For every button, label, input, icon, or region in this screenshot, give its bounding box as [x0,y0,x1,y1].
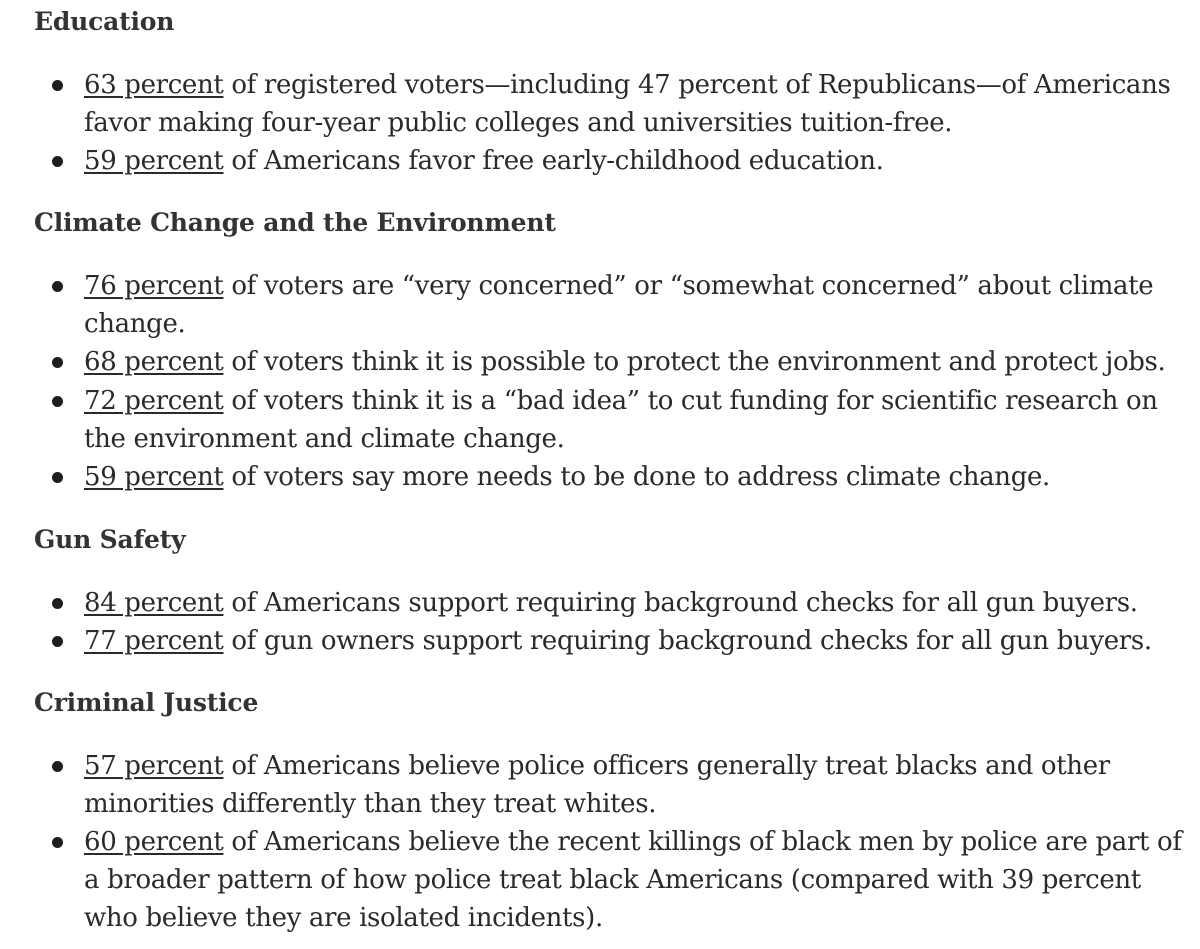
stat-link[interactable]: 76 percent [84,271,224,301]
stat-link[interactable]: 63 percent [84,70,224,100]
list-item-text [84,382,1194,458]
stat-description: of gun owners support requiring background checks for all gun buyers. [223,626,1152,656]
bullet-icon [52,80,63,91]
section-heading-education: Education [34,7,175,36]
bullet-icon [52,837,63,848]
list-item-text [84,584,1194,622]
stat-link[interactable]: 60 percent [84,827,224,857]
list-item-text [84,622,1194,660]
bullet-icon [52,156,63,167]
stat-description: of voters say more needs to be done to address climate change. [223,462,1050,492]
stat-description: of Americans believe police officers generally treat blacks and other minorities differently than they treat whites. [84,751,1110,819]
stat-description: of Americans support requiring background checks for all gun buyers. [223,588,1138,618]
list-item-text [84,343,1194,381]
stat-link[interactable]: 72 percent [84,386,224,416]
list-item-text [84,66,1194,142]
bullet-icon [52,472,63,483]
stat-description: of voters think it is possible to protect the environment and protect jobs. [223,347,1166,377]
bullet-icon [52,357,63,368]
section-heading-criminal-justice: Criminal Justice [34,688,259,717]
list-item-text [84,747,1194,823]
bullet-icon [52,396,63,407]
stat-link[interactable]: 68 percent [84,347,224,377]
stat-description: of voters are “very concerned” or “somewhat concerned” about climate change. [84,271,1154,339]
list-item-text [84,458,1194,496]
section-heading-climate: Climate Change and the Environment [34,208,556,237]
bullet-icon [52,761,63,772]
bullet-icon [52,636,63,647]
stat-link[interactable]: 59 percent [84,146,224,176]
bullet-icon [52,281,63,292]
stat-link[interactable]: 77 percent [84,626,224,656]
stat-description: of Americans believe the recent killings of black men by police are part of a broader pattern of how police treat black Americans (compared with 39 percent who believe they are isolated incidents). [84,827,1182,933]
list-item-text [84,267,1194,343]
list-item-text [84,823,1194,937]
stat-link[interactable]: 59 percent [84,462,224,492]
bullet-icon [52,598,63,609]
stat-link[interactable]: 84 percent [84,588,224,618]
stat-link[interactable]: 57 percent [84,751,224,781]
section-heading-gun-safety: Gun Safety [34,525,186,554]
stat-description: of Americans favor free early-childhood education. [223,146,884,176]
stat-description: of voters think it is a “bad idea” to cut funding for scientific research on the environment and climate change. [84,386,1158,454]
stat-description: of registered voters—including 47 percent of Republicans—of Americans favor making four-year public colleges and universities tuition-free. [84,70,1171,138]
list-item-text [84,142,1194,180]
